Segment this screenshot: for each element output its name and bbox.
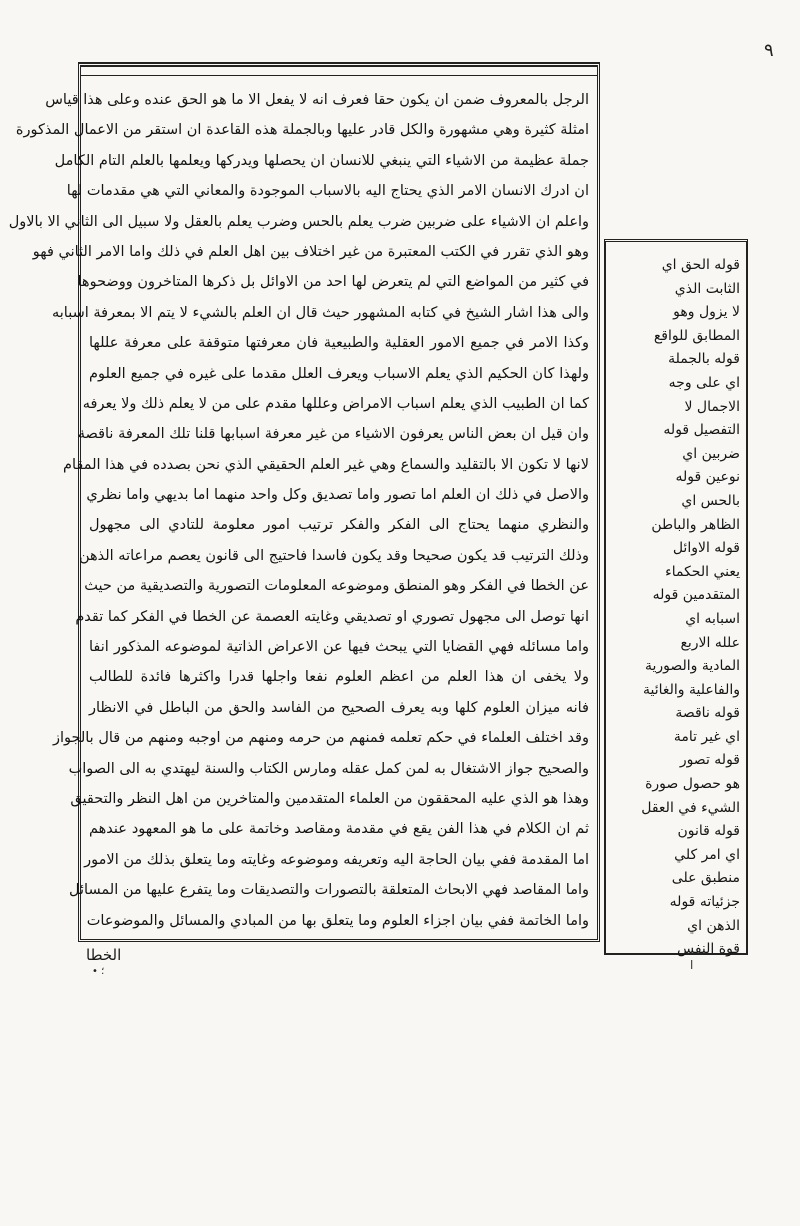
margin-line: قوله الحق اي (661, 257, 740, 273)
text-line: انها توصل الى مجهول تصوري او تصديقي وغايته العصمة عن الخطا في الفكر كما تقدم (75, 608, 589, 625)
margin-line: قوله تصور (679, 752, 740, 769)
text-line: ولهذا كان الحكيم الذي يعلم الاسباب ويعرف العلل مقدما على غيره في جميع العلوم (89, 365, 589, 382)
text-line: جملة عظيمة من الاشياء التي ينبغي للانسان ان يحصلها ويدركها ويعلمها بالعلم التام الكامل (54, 152, 589, 169)
margin-mark: ا (690, 958, 694, 972)
margin-line: اي على وجه (668, 374, 740, 391)
text-line: وقد اختلف العلماء في حكم تعلمه فمنهم من حرمه ومنهم من اوجبه ومنهم من قال بالجواز (52, 730, 589, 747)
margin-line: الاجمال لا (684, 398, 740, 415)
text-line: ثم ان الكلام في هذا الفن يقع في مقدمة ومقاصد وخاتمة على ما هو المعهود عندهم (89, 821, 589, 838)
text-line: لانها لا تكون الا بالتقليد والسماع وهي غير العلم الحقيقي الذي نحن بصدده في هذا المقام (62, 456, 589, 473)
catchword-dots: • ؛ (92, 966, 105, 977)
text-line: اما المقدمة ففي بيان الحاجة اليه وتعريفه وموضوعه وغايته وما يتعلق بذلك من الامور (84, 851, 589, 868)
margin-line: اي امر كلي (674, 846, 740, 863)
margin-line: ضربين اي (682, 445, 740, 462)
margin-line: الشيء في العقل (641, 799, 740, 816)
text-line: وكذا الامر في جميع الامور العقلية والطبيعية فان معرفتها متوقفة على معرفة عللها (89, 335, 589, 352)
margin-line: المتقدمين قوله (652, 587, 740, 604)
top-rule (81, 75, 597, 76)
margin-line: الذهن اي (687, 917, 740, 934)
text-line: في كثير من المواضع التي لم يتعرض لها احد من الاوائل بل ذكرها المتاخرون ووضحوها (77, 274, 589, 291)
text-line: كما ان الطبيب الذي يعلم اسباب الامراض وعللها مقدم على من لا يعلم ذلك ولا يعرفه (82, 395, 589, 412)
margin-line: قوله بالجملة (668, 351, 740, 368)
margin-line: هو حصول صورة (645, 776, 740, 793)
text-line: واما مسائله فهي القضايا التي يبحث فيها عن الاعراض الذاتية لموضوعه المذكور انفا (89, 639, 589, 656)
marginal-commentary (612, 254, 740, 958)
margin-line: لا يزول وهو (673, 304, 740, 321)
text-line: عن الخطا في الفكر وهو المنطق وموضوعه المعلومات التصورية والتصديقية من حيث (84, 578, 589, 595)
margin-line: التفصيل قوله (663, 422, 740, 439)
text-line: وان قيل ان بعض الناس يعرفون الاشياء من غير معرفة اسبابها قلنا تلك المعرفة ناقصة (77, 426, 589, 443)
text-line: فانه ميزان العلوم كلها وبه يعرف الصحيح من الفاسد والحق من الباطل في الانظار (89, 699, 589, 716)
text-line: ولا يخفى ان هذا العلم من اعظم العلوم نفعا واجلها قدرا واكثرها فائدة للطالب (89, 669, 589, 686)
text-line: واما المقاصد فهي الابحاث المتعلقة بالتصورات والتصديقات وما يتفرع عليها من المسائل (69, 882, 589, 899)
text-line: امثلة كثيرة وهي مشهورة والكل قادر عليها وبالجملة هذه القاعدة ان استقر من الاعمال المذكورة (15, 122, 589, 139)
text-line: والصحيح جواز الاشتغال به لمن كمل عقله ومارس الكتاب والسنة ليهتدي به الى الصواب (68, 760, 589, 777)
text-line: والى هذا اشار الشيخ في كتابه المشهور حيث قال ان العلم بالشيء لا يتم الا بمعرفة اسبابه (51, 304, 589, 321)
marginal-commentary-frame (604, 239, 748, 958)
text-line: الرجل بالمعروف ضمن ان يكون حقا فعرف انه لا يفعل الا ما هو الحق عنده وعلى هذا قياس (45, 92, 589, 108)
margin-line: قوة النفس (676, 941, 740, 958)
main-text-frame (8, 62, 600, 942)
margin-line: منطبق على (671, 870, 740, 887)
margin-line: بالحس اي (681, 492, 740, 509)
text-line: والاصل في ذلك ان العلم اما تصور واما تصديق وكل واحد منهما اما بديهي واما نظري (86, 487, 589, 504)
margin-line: اسبابه اي (685, 610, 740, 627)
text-line: وذلك الترتيب قد يكون صحيحا وقد يكون فاسدا فاحتيج الى قانون يعصم مراعاته الذهن (78, 547, 589, 564)
catchword: الخطا (86, 946, 122, 964)
text-line: ان ادرك الانسان الامر الذي يحتاج اليه بالاسباب الموجودة والمعاني التي هي مقدمات لها (66, 183, 589, 200)
margin-line: يعني الحكماء (665, 563, 740, 580)
margin-line: الظاهر والباطن (651, 516, 740, 533)
margin-line: علله الاربع (680, 634, 740, 651)
text-line: واما الخاتمة ففي بيان اجزاء العلوم وما يتعلق بها من المبادي والمسائل والموضوعات (86, 912, 589, 929)
margin-line: قوله ناقصة (675, 705, 740, 722)
text-line: وهو الذي تقرر في الكتب المعتبرة من غير اختلاف بين اهل العلم في ذلك واما الامر الثاني فهو (32, 243, 589, 260)
margin-line: جزئياته قوله (669, 894, 740, 911)
main-text-block (8, 85, 589, 929)
page-number: ٩ (764, 40, 774, 61)
margin-line: الثابت الذي (674, 280, 740, 297)
margin-line: قوله قانون (677, 823, 740, 840)
margin-line: اي غير تامة (673, 728, 740, 745)
margin-line: المادية والصورية (644, 658, 740, 675)
text-line: والنظري منهما يحتاج الى الفكر والفكر ترتيب امور معلومة للتادي الى مجهول (89, 517, 589, 534)
margin-line: المطابق للواقع (653, 327, 740, 344)
margin-line: والفاعلية والغائية (643, 681, 740, 698)
text-line: واعلم ان الاشياء على ضربين ضرب يعلم بالحس وضرب يعلم بالعقل ولا سبيل الى الثاني الا بالاول (8, 213, 589, 230)
margin-line: نوعين قوله (675, 469, 740, 486)
text-line: وهذا هو الذي عليه المحققون من العلماء المتقدمين والمتاخرين من اهل النظر والتحقيق (70, 790, 589, 807)
margin-line: قوله الاوائل (672, 540, 740, 557)
